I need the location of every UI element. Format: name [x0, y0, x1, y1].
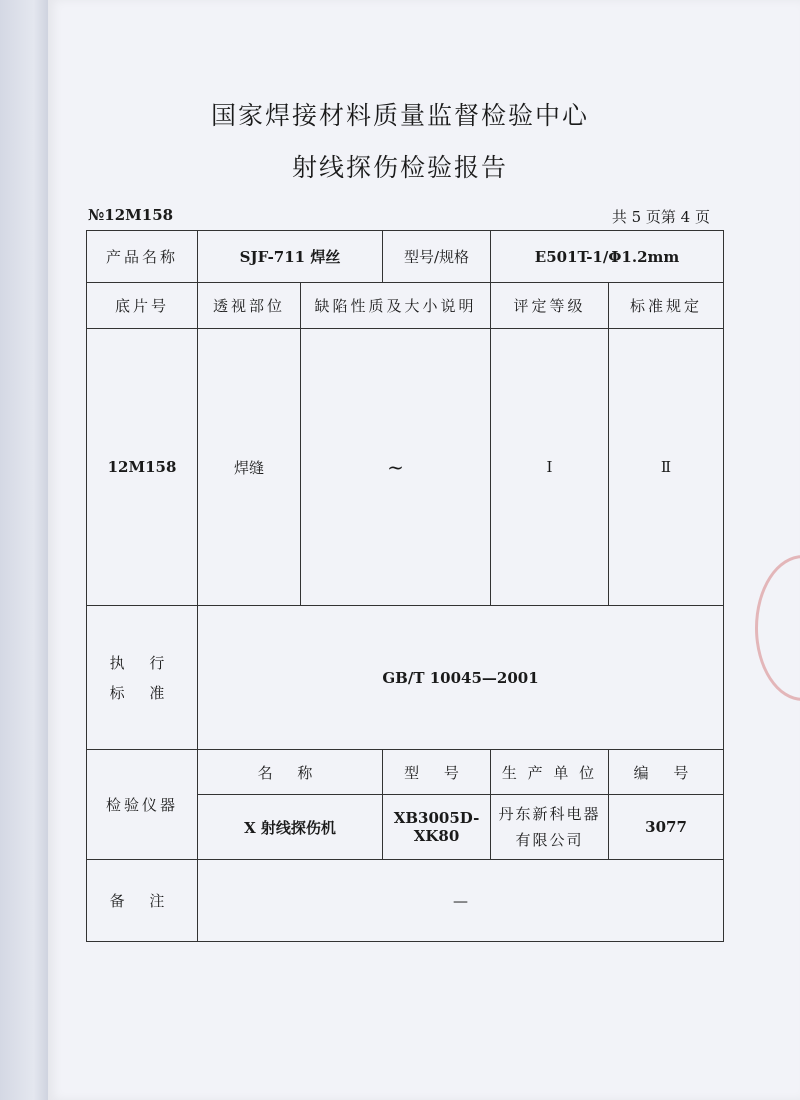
center-title: 国家焊接材料质量监督检验中心 [210, 101, 589, 130]
instrument-serial-value: 3077 [609, 795, 724, 860]
standard-label-line1: 执 行 [109, 653, 175, 672]
location-header: 透视部位 [198, 283, 301, 329]
film-no-value: 12M158 [87, 329, 198, 606]
standard-label-line2: 标 准 [109, 683, 175, 702]
maker-line1: 丹东新科电器 [498, 805, 601, 823]
defect-header: 缺陷性质及大小说明 [301, 283, 491, 329]
location-value: 焊缝 [198, 329, 301, 606]
instrument-name-header: 名 称 [198, 750, 383, 795]
instrument-name-value: X 射线探伤机 [198, 795, 383, 860]
instrument-label: 检验仪器 [87, 750, 198, 860]
grade-header: 评定等级 [491, 283, 609, 329]
remarks-label: 备 注 [87, 860, 198, 942]
instrument-maker-header: 生 产 单 位 [491, 750, 609, 795]
instrument-maker-value [491, 795, 609, 860]
film-no-header: 底片号 [87, 283, 198, 329]
standard-value: GB/T 10045—2001 [198, 606, 724, 750]
model-value: E501T-1/Φ1.2mm [491, 231, 724, 283]
report-title: 射线探伤检验报告 [291, 153, 508, 182]
maker-line2: 有限公司 [515, 831, 584, 849]
grade-value: Ⅰ [491, 329, 609, 606]
product-name-label: 产品名称 [87, 231, 198, 283]
defect-value: ~ [301, 329, 491, 606]
remarks-value: — [198, 860, 724, 942]
report-table [86, 230, 724, 942]
report-number: №12M158 [88, 206, 174, 224]
standard-req-header: 标准规定 [609, 283, 724, 329]
instrument-serial-header: 编 号 [609, 750, 724, 795]
standard-label [87, 606, 198, 750]
product-name-value: SJF-711 焊丝 [198, 231, 383, 283]
remarks-row [87, 860, 724, 942]
instrument-model-value: XB3005D-XK80 [383, 795, 491, 860]
page-info: 共 5 页第 4 页 [611, 208, 710, 226]
inspection-header-row [87, 283, 724, 329]
instrument-model-header: 型 号 [383, 750, 491, 795]
model-label: 型号/规格 [383, 231, 491, 283]
inspection-data-row [87, 329, 724, 606]
instrument-header-row [87, 750, 724, 795]
standard-req-value: Ⅱ [609, 329, 724, 606]
standard-row [87, 606, 724, 750]
product-row [87, 231, 724, 283]
